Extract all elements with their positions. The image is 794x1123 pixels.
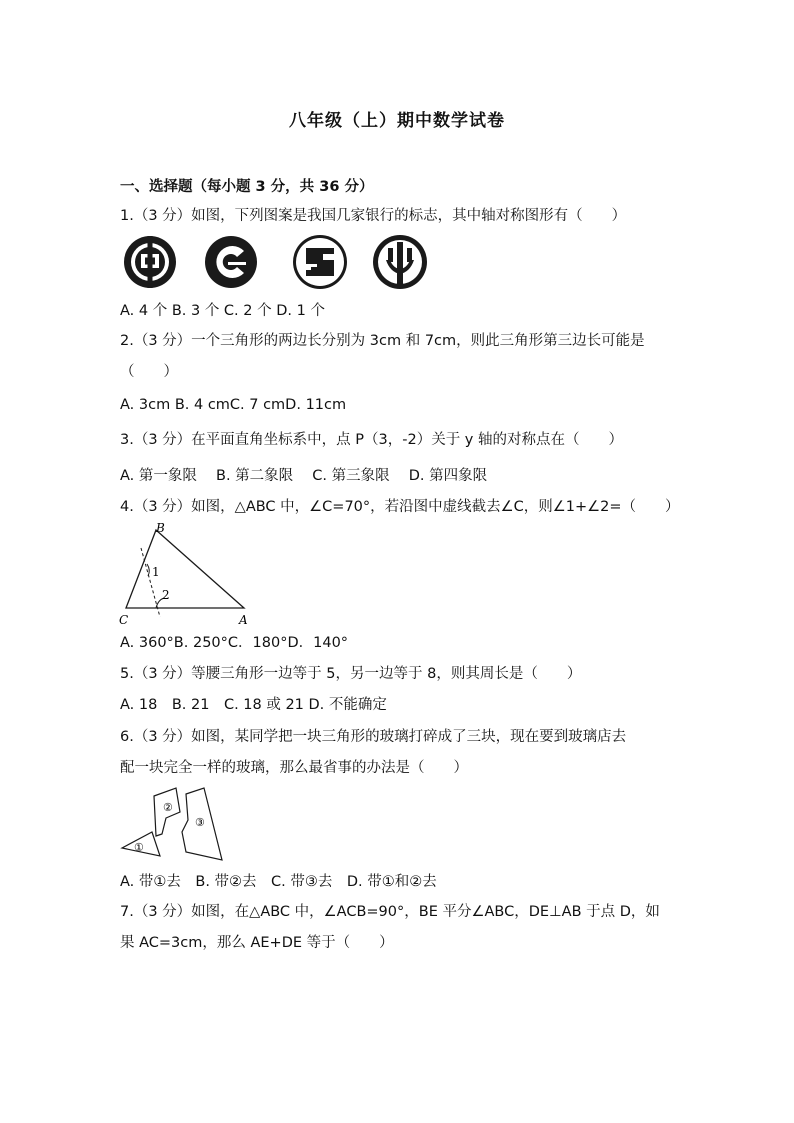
bank-of-china-logo-icon (124, 236, 176, 288)
triangle-abc (126, 530, 244, 608)
question-6-line-2: 配一块完全一样的玻璃，那么最省事的办法是（ ） (120, 760, 468, 776)
question-3-options: A. 第一象限 B. 第二象限 C. 第三象限 D. 第四象限 (120, 468, 488, 484)
piece-3-label: ③ (195, 816, 205, 829)
label-2: 2 (162, 588, 170, 602)
cut-dashed-line (141, 548, 160, 617)
question-5: 5.（3 分）等腰三角形一边等于 5，另一边等于 8，则其周长是（ ） (120, 666, 582, 682)
question-6-options: A. 带①去 B. 带②去 C. 带③去 D. 带①和②去 (120, 874, 437, 890)
question-5-options: A. 18 B. 21 C. 18 或 21 D. 不能确定 (120, 697, 387, 713)
label-a: A (239, 613, 248, 627)
section-heading: 一、选择题（每小题 3 分，共 36 分） (120, 179, 374, 195)
label-b: B (156, 521, 165, 535)
question-7-line-2: 果 AC=3cm，那么 AE+DE 等于（ ） (120, 935, 394, 951)
question-1-options: A. 4 个 B. 3 个 C. 2 个 D. 1 个 (120, 303, 325, 319)
question-1: 1.（3 分）如图，下列图案是我国几家银行的标志，其中轴对称图形有（ ） (120, 208, 627, 224)
question-3: 3.（3 分）在平面直角坐标系中，点 P（3，-2）关于 y 轴的对称点在（ ） (120, 432, 624, 448)
piece-1-label: ① (134, 841, 144, 854)
question-7-line-1: 7.（3 分）如图，在△ABC 中，∠ACB=90°，BE 平分∠ABC，DE⊥AB 于点 D，如 (120, 904, 660, 920)
icbc-logo-icon (293, 235, 347, 289)
construction-bank-logo-icon (205, 236, 257, 288)
glass-pieces-figure (118, 784, 230, 864)
question-2-options: A. 3cm B. 4 cmC. 7 cmD. 11cm (120, 397, 347, 413)
triangle-figure (114, 520, 259, 628)
label-c: C (119, 613, 129, 627)
question-2-line-1: 2.（3 分）一个三角形的两边长分别为 3cm 和 7cm，则此三角形第三边长可能是 (120, 333, 645, 349)
agricultural-bank-logo-icon (373, 235, 427, 289)
question-6-line-1: 6.（3 分）如图，某同学把一块三角形的玻璃打碎成了三块，现在要到玻璃店去 (120, 729, 627, 745)
question-4: 4.（3 分）如图，△ABC 中，∠C=70°，若沿图中虚线截去∠C，则∠1+∠2=（ ） (120, 499, 680, 515)
label-1: 1 (152, 565, 160, 579)
page-title: 八年级（上）期中数学试卷 (289, 111, 505, 131)
question-2-line-2: （ ） (120, 364, 178, 380)
piece-2-label: ② (163, 801, 173, 814)
question-4-options: A. 360°B. 250°C．180°D．140° (120, 635, 349, 651)
bank-logos (120, 234, 440, 294)
